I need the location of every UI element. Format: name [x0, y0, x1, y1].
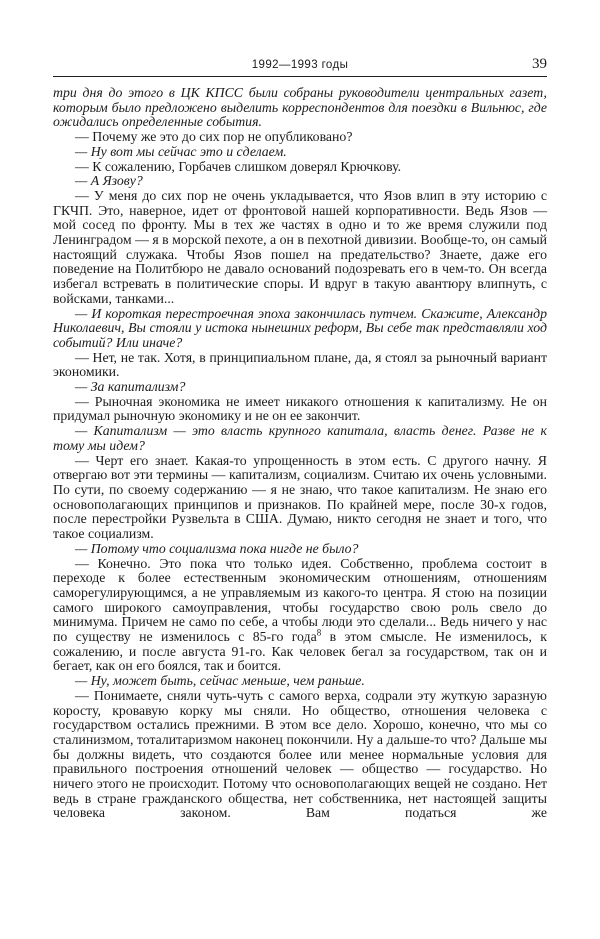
dialogue-paragraph: — К сожалению, Горбачев слишком доверял Крючкову.	[75, 158, 402, 174]
dialogue-paragraph-with-footnote	[53, 557, 547, 675]
running-title: 1992—1993 годы	[251, 59, 349, 71]
dialogue-paragraph: — Рыночная экономика не имеет никакого отношения к капитализму. Не он придумал рыночную экономику и не он ее закончит.	[53, 393, 547, 424]
intro-paragraph: три дня до этого в ЦК КПСС были собраны руководители центральных газет, которым было предложено выделить корреспондентов для поездки в Вильнюс, где ожидались определенные события.	[53, 85, 547, 130]
dialogue-paragraph: — Потому что социализма пока нигде не было?	[75, 540, 359, 556]
dialogue-paragraph: — Ну вот мы сейчас это и сделаем.	[75, 143, 287, 159]
footnote-marker: 8	[316, 627, 322, 638]
dialogue-paragraph: — Нет, не так. Хотя, в принципиальном плане, да, я стоял за рыночный вариант экономики.	[53, 349, 547, 380]
dialogue-paragraph: — У меня до сих пор не очень укладывается, что Язов влип в эту историю с ГКЧП. Это, наверное, идет от фронтовой нашей корпоративности. Ведь Язов — мой сосед по фронту. Мы в тех же частях в одно и то же время служили под Ленинградом — я в морской пехоте, а он в пехотной дивизии. Вообще-то, он самый настоящий служака. Чтобы Язов пошел на предательство? Знаете, даже его поведение на Политбюро не давало оснований подозревать его в чем-то. Он всегда избегал встревать в политические споры. И вдруг в такую авантюру влипнуть, с войсками, танками...	[53, 187, 547, 306]
header-rule	[53, 76, 547, 77]
page-body	[53, 86, 547, 821]
dialogue-paragraph: — Черт его знает. Какая-то упрощенность в этом есть. С другого начну. Я отвергаю вот эти термины — капитализм, социализм. Считаю их очень условными. По сути, по своему содержанию — я не знаю, что такое капитализм. Не знаю его основополагающих принципов и признаков. По крайней мере, после 30-х годов, после перестройки Рузвельта в США. Думаю, никто сегодня не знает и того, что такое социализм.	[53, 452, 547, 542]
dialogue-paragraph: — Почему же это до сих пор не опубликовано?	[75, 129, 353, 145]
dialogue-paragraph: — Понимаете, сняли чуть-чуть с самого верха, содрали эту жуткую заразную коросту, кровавую корку мы сняли. Но общество, отношения человека с государством остались прежними. В этом все дело. Хорошо, конечно, что мы со сталинизмом, тоталитаризмом наконец покончили. Ну а дальше-то что? Дальше мы бы должны видеть, что создаются более или менее нормальные условия для правильного построения отношений человек — общество — государство. Но ничего этого не происходит. Потому что основополагающих вещей не создано. Нет ведь в стране гражданского общества, нет собственника, нет настоящей защиты человека законом. Вам податься же	[53, 687, 547, 821]
paragraph-text: — Конечно. Это пока что только идея. Собственно, проблема состоит в переходе к более естественным экономическим отношениям, отношениям саморегулирующимся, а не управляемым из какого-то центра. Я стою на позиции самого широкого самоуправления, чтобы государство свою роль свело до минимума. Причем не само по себе, а чтобы люди это сделали... Ведь ничего у нас по существу не изменилось с 85-го года	[53, 555, 547, 645]
dialogue-paragraph: — Ну, может быть, сейчас меньше, чем раньше.	[75, 673, 365, 689]
page-number: 39	[532, 56, 547, 72]
page-header	[53, 53, 547, 73]
dialogue-paragraph: — Капитализм — это власть крупного капитала, власть денег. Разве не к тому мы идем?	[53, 423, 547, 453]
paragraph-text: в этом смысле. Не изменилось, к сожалению, и после августа 91-го. Как человек бегал за государством, так он и бегает, как он его боялся, так и боится.	[53, 629, 547, 674]
dialogue-paragraph: — А Язову?	[75, 173, 143, 189]
dialogue-paragraph: — За капитализм?	[75, 379, 186, 395]
dialogue-paragraph: — И короткая перестроечная эпоха закончилась путчем. Скажите, Александр Николаевич, Вы стояли у истока нынешних реформ, Вы себе так представляли ход событий? Или иначе?	[53, 305, 547, 350]
